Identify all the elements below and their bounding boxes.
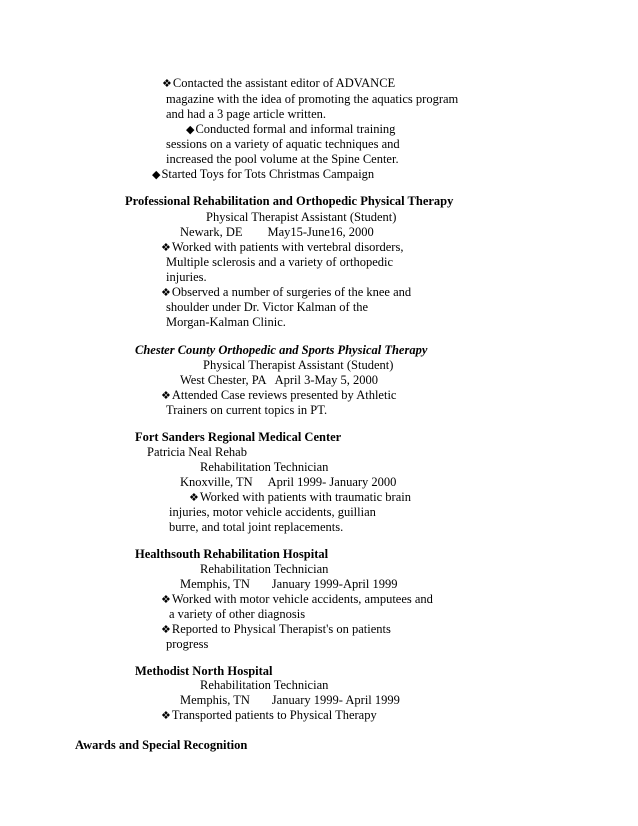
job-title: Physical Therapist Assistant (Student) [203, 358, 394, 372]
star-bullet-icon: ❖ [161, 624, 171, 636]
text-line: Multiple sclerosis and a variety of orthopedic [166, 255, 394, 269]
text-line: burre, and total joint replacements. [169, 520, 344, 534]
text-line: and had a 3 page article written. [166, 107, 326, 121]
text-line: magazine with the idea of promoting the aquatics program [166, 92, 459, 106]
star-bullet-icon: ❖ [161, 242, 171, 254]
text-line: Trainers on current topics in PT. [166, 403, 328, 417]
bullet-line: ❖Observed a number of surgeries of the knee and [161, 285, 412, 299]
bullet-line: ❖Contacted the assistant editor of ADVANCE [162, 76, 396, 90]
bullet-line: ❖Worked with patients with vertebral disorders, [161, 240, 404, 254]
location-dates: West Chester, PA April 3-May 5, 2000 [180, 373, 379, 387]
star-bullet-icon: ❖ [162, 78, 172, 90]
job-title: Rehabilitation Technician [200, 562, 329, 576]
text-line: injuries, motor vehicle accidents, guillian [169, 505, 376, 519]
bullet-line: ◆Conducted formal and informal training [186, 122, 396, 136]
subunit-name: Patricia Neal Rehab [147, 445, 247, 459]
employer-heading: Professional Rehabilitation and Orthopedic Physical Therapy [125, 194, 454, 208]
location-dates: Memphis, TN January 1999-April 1999 [180, 577, 398, 591]
diamond-bullet-icon: ◆ [186, 124, 195, 136]
employer-heading: Fort Sanders Regional Medical Center [135, 430, 342, 444]
employer-heading: Healthsouth Rehabilitation Hospital [135, 547, 329, 561]
bullet-line: ◆Started Toys for Tots Christmas Campaign [152, 167, 375, 181]
text-line: Morgan-Kalman Clinic. [166, 315, 286, 329]
text-line: sessions on a variety of aquatic techniques and [166, 137, 400, 151]
bullet-line: ❖Worked with motor vehicle accidents, amputees and [161, 592, 433, 606]
star-bullet-icon: ❖ [161, 390, 171, 402]
section-heading-awards: Awards and Special Recognition [75, 738, 248, 752]
bullet-line: ❖Transported patients to Physical Therapy [161, 708, 377, 722]
location-dates: Knoxville, TN April 1999- January 2000 [180, 475, 397, 489]
bullet-line: ❖Reported to Physical Therapist's on patients [161, 622, 391, 636]
bullet-line: ❖Attended Case reviews presented by Athletic [161, 388, 397, 402]
job-title: Rehabilitation Technician [200, 678, 329, 692]
star-bullet-icon: ❖ [161, 287, 171, 299]
employer-heading: Methodist North Hospital [135, 664, 273, 678]
star-bullet-icon: ❖ [161, 710, 171, 722]
text-line: shoulder under Dr. Victor Kalman of the [166, 300, 369, 314]
star-bullet-icon: ❖ [161, 594, 171, 606]
location-dates: Newark, DE May15-June16, 2000 [180, 225, 374, 239]
text-line: injuries. [166, 270, 207, 284]
text-line: increased the pool volume at the Spine Center. [166, 152, 399, 166]
location-dates: Memphis, TN January 1999- April 1999 [180, 693, 400, 707]
bullet-line: ❖Worked with patients with traumatic brain [189, 490, 411, 504]
job-title: Physical Therapist Assistant (Student) [206, 210, 397, 224]
employer-heading: Chester County Orthopedic and Sports Physical Therapy [135, 343, 428, 357]
job-title: Rehabilitation Technician [200, 460, 329, 474]
diamond-bullet-icon: ◆ [152, 169, 161, 181]
text-line: progress [166, 637, 209, 651]
text-line: a variety of other diagnosis [169, 607, 306, 621]
star-bullet-icon: ❖ [189, 492, 199, 504]
